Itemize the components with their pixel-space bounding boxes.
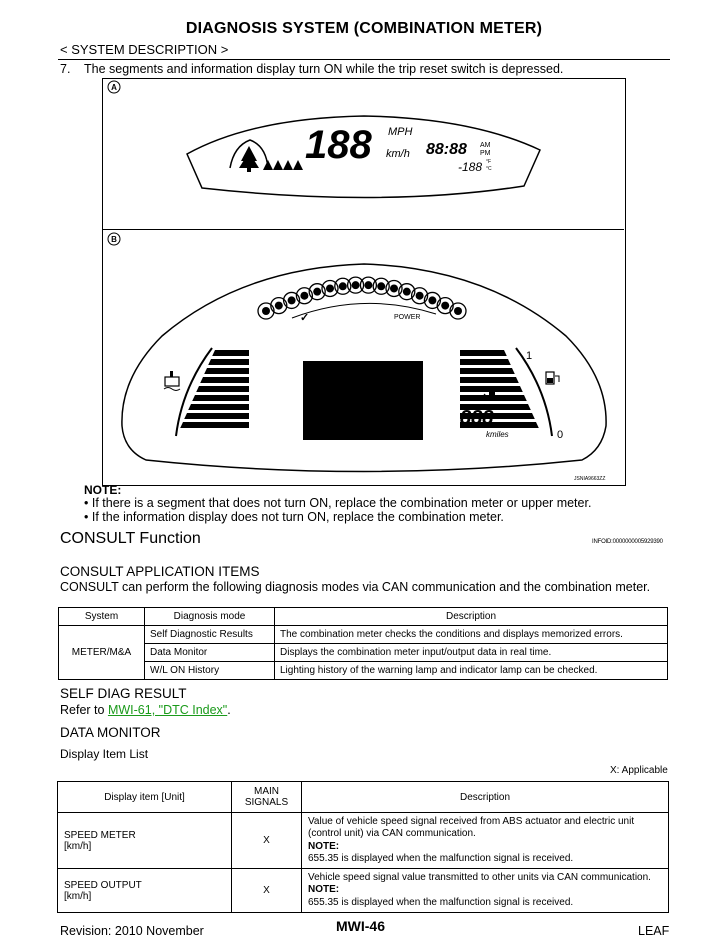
temp-c: °C: [486, 166, 492, 172]
main-signal-cell: X: [232, 813, 302, 869]
gauge-full-label: 1: [526, 350, 533, 362]
refer-end: .: [227, 703, 231, 717]
power-lamp: [450, 303, 466, 319]
gauge-segment: [212, 350, 249, 356]
data-monitor-heading: DATA MONITOR: [60, 725, 161, 740]
power-label: POWER: [394, 314, 421, 321]
self-diag-heading: SELF DIAG RESULT: [60, 686, 187, 701]
gauge-segment: [200, 377, 249, 383]
gauge-empty-label: 0: [557, 429, 564, 441]
display-item-list: Display Item List: [60, 747, 149, 761]
self-diag-refer: [60, 703, 231, 717]
note-text: 655.35 is displayed when the malfunction signal is received.: [308, 853, 574, 864]
note-label: NOTE:: [308, 840, 340, 852]
gauge-segment: [460, 377, 519, 383]
step-7: [60, 62, 563, 76]
consult-heading: CONSULT Function: [60, 530, 201, 547]
mode-cell: W/L ON History: [145, 662, 275, 680]
gauge-segment: [196, 386, 249, 392]
header-rule: [58, 59, 670, 60]
eco-leaf-icon: ✓: [300, 312, 310, 324]
desc-text: Vehicle speed signal value transmitted to other units via CAN communication.: [308, 871, 651, 883]
info-id: INFOID:0000000005929390: [592, 539, 663, 545]
item-unit: [km/h]: [64, 840, 92, 852]
figure-id: JSNIA9663ZZ: [574, 476, 606, 482]
table-header-row: [59, 608, 668, 626]
table-row: [58, 813, 669, 869]
table-row: [59, 626, 668, 644]
clock-am: AM: [480, 142, 491, 149]
range-unit: kmiles: [486, 430, 509, 439]
figure-label-a-text: A: [111, 83, 117, 92]
column-header: Display item [Unit]: [58, 782, 232, 813]
diagnosis-modes-table: [58, 607, 668, 680]
figure-label-b: [108, 233, 120, 245]
power-meter-lamps: [258, 277, 466, 319]
item-cell: [58, 813, 232, 869]
step-number: 7.: [60, 62, 71, 76]
note-item: • If there is a segment that does not turn ON, replace the combination meter or upper meter.: [84, 496, 592, 510]
gauge-segment: [184, 413, 249, 419]
gauge-segment: [188, 404, 249, 410]
footer-model: LEAF: [638, 924, 670, 938]
column-header: MAIN SIGNALS: [232, 782, 302, 813]
page-title: DIAGNOSIS SYSTEM (COMBINATION METER): [185, 20, 543, 37]
gauge-segment: [460, 359, 511, 365]
note-item-text: If there is a segment that does not turn ON, replace the combination meter or upper meter.: [91, 496, 592, 510]
desc-cell: The combination meter checks the conditions and displays memorized errors.: [275, 626, 668, 644]
table-row: [59, 644, 668, 662]
gauge-segment: [460, 350, 507, 356]
desc-text: Value of vehicle speed signal received from ABS actuator and electric unit (control unit) via CAN communication.: [308, 815, 635, 839]
power-lamp: [271, 298, 287, 314]
gauge-segment: [204, 368, 249, 374]
gauge-segment: [180, 422, 249, 428]
gauge-segment: [460, 386, 523, 392]
clock-pm: PM: [480, 150, 491, 157]
table-row: [59, 662, 668, 680]
desc-cell: [302, 869, 669, 913]
table-header-row: [58, 782, 669, 813]
mode-cell: Data Monitor: [145, 644, 275, 662]
figure-label-b-text: B: [111, 235, 117, 244]
section-label: < SYSTEM DESCRIPTION >: [60, 42, 229, 57]
note-heading: NOTE:: [84, 483, 122, 497]
eco-tree-icon: [230, 140, 303, 172]
item-unit: [km/h]: [64, 890, 92, 902]
note-text: 655.35 is displayed when the malfunction signal is received.: [308, 896, 574, 908]
note-label: NOTE:: [308, 884, 340, 896]
mode-cell: Self Diagnostic Results: [145, 626, 275, 644]
applicable-legend: X: Applicable: [610, 765, 668, 776]
main-signal-cell: X: [232, 869, 302, 913]
battery-temp-icon: [164, 371, 180, 391]
temp-digits: -188: [458, 160, 483, 174]
range-digits: 888: [460, 407, 494, 429]
temp-f: °F: [486, 159, 492, 165]
figure-label-a: [108, 81, 120, 93]
meter-illustration: [102, 78, 626, 486]
column-header: Description: [302, 782, 669, 813]
unit-kmh: km/h: [386, 148, 410, 160]
desc-cell: Displays the combination meter input/output data in real time.: [275, 644, 668, 662]
table-row: [58, 869, 669, 913]
gauge-segment: [460, 368, 515, 374]
info-display: [303, 361, 423, 440]
system-cell: METER/M&A: [59, 626, 145, 680]
app-items-text: CONSULT can perform the following diagnosis modes via CAN communication and the combination meter.: [60, 580, 651, 594]
gauge-segment: [192, 395, 249, 401]
item-cell: [58, 869, 232, 913]
refer-text: Refer to: [60, 703, 108, 717]
item-name: SPEED METER: [64, 829, 136, 841]
item-name: SPEED OUTPUT: [64, 879, 142, 891]
note-item: • If the information display does not turn ON, replace the combination meter.: [84, 510, 504, 524]
speed-digits: 188: [305, 123, 372, 167]
column-header: System: [59, 608, 145, 626]
battery-temp-gauge: [176, 348, 249, 436]
charge-plug-icon: [546, 372, 559, 384]
dtc-index-link[interactable]: MWI-61, "DTC Index": [107, 703, 228, 717]
column-header: Description: [275, 608, 668, 626]
desc-cell: [302, 813, 669, 869]
power-lamp: [437, 298, 453, 314]
footer-page-number: MWI-46: [336, 918, 385, 934]
app-items-heading: CONSULT APPLICATION ITEMS: [60, 564, 260, 579]
note-item-text: If the information display does not turn ON, replace the combination meter.: [91, 510, 504, 524]
desc-cell: Lighting history of the warning lamp and indicator lamp can be checked.: [275, 662, 668, 680]
clock-digits: 88:88: [426, 141, 467, 158]
footer-revision: Revision: 2010 November: [60, 924, 204, 938]
power-lamp: [348, 277, 364, 293]
unit-mph: MPH: [388, 126, 413, 138]
power-lamp: [258, 303, 274, 319]
display-items-table: [57, 781, 669, 913]
step-text: The segments and information display turn ON while the trip reset switch is depressed.: [84, 62, 564, 76]
column-header: Diagnosis mode: [145, 608, 275, 626]
gauge-segment: [208, 359, 249, 365]
